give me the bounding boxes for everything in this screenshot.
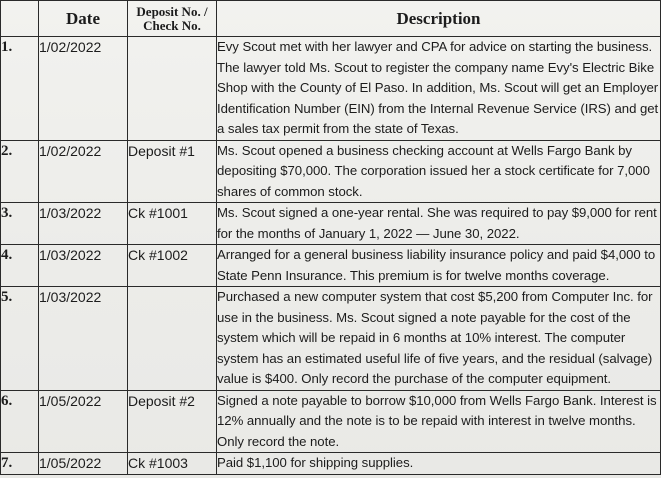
table-row [1, 37, 661, 141]
row-date: 1/03/2022 [39, 287, 128, 391]
table-row [1, 287, 661, 391]
header-number [1, 1, 39, 37]
row-description: Evy Scout met with her lawyer and CPA for advice on starting the business. The lawyer told Ms. Scout to register the company name Evy's Electric Bike Shop with the County of El Paso. In addition, Ms. Scout will get an Employer Identification Number (EIN) from the Internal Revenue Service (IRS) and get a sales tax permit from the state of Texas. [217, 37, 661, 141]
row-description: Paid $1,100 for shipping supplies. [217, 453, 661, 475]
row-date: 1/02/2022 [39, 37, 128, 141]
row-description: Signed a note payable to borrow $10,000 from Wells Fargo Bank. Interest is 12% annually and the note is to be repaid with interest in twelve months. Only record the note. [217, 390, 661, 453]
row-deposit-check: Deposit #1 [128, 140, 217, 203]
row-description: Ms. Scout signed a one-year rental. She was required to pay $9,000 for rent for the months of January 1, 2022 — June 30, 2022. [217, 203, 661, 245]
row-date: 1/05/2022 [39, 390, 128, 453]
row-date: 1/03/2022 [39, 203, 128, 245]
row-date: 1/03/2022 [39, 245, 128, 287]
row-deposit-check: Ck #1001 [128, 203, 217, 245]
table-row [1, 453, 661, 475]
table-row [1, 203, 661, 245]
row-number: 4. [1, 245, 39, 287]
row-deposit-check: Deposit #2 [128, 390, 217, 453]
row-deposit-check [128, 287, 217, 391]
header-date: Date [39, 1, 128, 37]
row-number: 2. [1, 140, 39, 203]
row-number: 7. [1, 453, 39, 475]
row-description: Ms. Scout opened a business checking account at Wells Fargo Bank by depositing $70,000. The corporation issued her a stock certificate for 7,000 shares of common stock. [217, 140, 661, 203]
row-number: 1. [1, 37, 39, 141]
row-deposit-check [128, 37, 217, 141]
row-deposit-check: Ck #1003 [128, 453, 217, 475]
table-header-row [1, 1, 661, 37]
header-description: Description [217, 1, 661, 37]
table-row [1, 390, 661, 453]
row-date: 1/05/2022 [39, 453, 128, 475]
row-number: 6. [1, 390, 39, 453]
table-row [1, 140, 661, 203]
row-deposit-check: Ck #1002 [128, 245, 217, 287]
row-description: Purchased a new computer system that cost $5,200 from Computer Inc. for use in the business. Ms. Scout signed a note payable for the cost of the system which will be repaid in 6 months at 10% interest. The computer system has an estimated useful life of five years, and the residual (salvage) value is $400. Only record the purchase of the computer equipment. [217, 287, 661, 391]
row-number: 5. [1, 287, 39, 391]
row-number: 3. [1, 203, 39, 245]
header-deposit-check: Deposit No. / Check No. [128, 1, 217, 37]
table-row [1, 245, 661, 287]
row-description: Arranged for a general business liability insurance policy and paid $4,000 to State Penn Insurance. This premium is for twelve months coverage. [217, 245, 661, 287]
row-date: 1/02/2022 [39, 140, 128, 203]
